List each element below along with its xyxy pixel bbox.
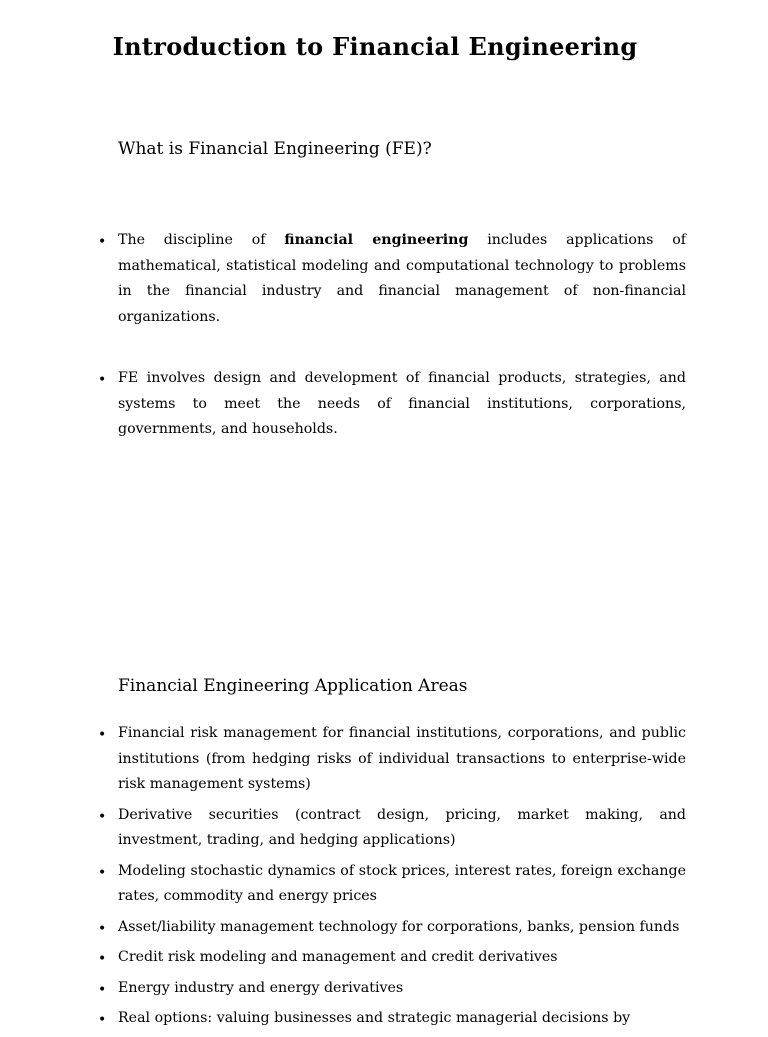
bullet-icon: • <box>98 808 107 825</box>
bold-term: financial engineering <box>284 232 469 248</box>
list-item <box>98 366 686 443</box>
bullet-text: Asset/liability management technology for corporations, banks, pension funds <box>118 918 680 935</box>
bullet-icon: • <box>98 951 107 967</box>
bullet-icon: • <box>98 864 107 881</box>
bullet-icon: • <box>98 372 107 388</box>
list-item <box>98 228 686 330</box>
list-item <box>98 945 686 971</box>
list-item <box>98 915 686 941</box>
bullet-icon: • <box>98 234 107 250</box>
list-item <box>98 1006 686 1032</box>
bullet-text: Energy industry and energy derivatives <box>118 979 404 996</box>
bullet-text: Modeling stochastic dynamics of stock prices, interest rates, foreign exchange rates, commodity and energy prices <box>118 862 686 904</box>
list-item <box>98 803 686 854</box>
document-title: Introduction to Financial Engineering <box>112 32 638 61</box>
bullet-text: Financial risk management for financial institutions, corporations, and public institutions (from hedging risks of individual transactions to enterprise-wide risk management systems) <box>118 725 686 792</box>
list-item <box>98 976 686 1002</box>
bullet-icon: • <box>98 981 107 998</box>
bullet-text <box>118 232 686 325</box>
bullet-text-rest: includes applications of mathematical, statistical modeling and computational technology to problems in the financial industry and financial management of non-financial organizations. <box>118 232 686 325</box>
fe-definition-list <box>98 228 686 479</box>
bullet-text-intro: The discipline of <box>118 232 285 248</box>
list-item <box>98 859 686 910</box>
application-areas-list <box>98 721 686 1037</box>
bullet-icon: • <box>98 727 107 743</box>
section-heading-what-is-fe: What is Financial Engineering (FE)? <box>118 139 432 159</box>
bullet-text: Credit risk modeling and management and credit derivatives <box>118 949 558 965</box>
bullet-icon: • <box>98 920 107 937</box>
bullet-text: Real options: valuing businesses and strategic managerial decisions by <box>118 1010 631 1026</box>
bullet-text: Derivative securities (contract design, pricing, market making, and investment, trading, and hedging applications) <box>118 806 686 848</box>
bullet-icon: • <box>98 1012 107 1028</box>
bullet-text: FE involves design and development of financial products, strategies, and systems to meet the needs of financial institutions, corporations, governments, and households. <box>118 370 686 437</box>
list-item <box>98 721 686 798</box>
section-heading-application-areas: Financial Engineering Application Areas <box>118 676 468 696</box>
